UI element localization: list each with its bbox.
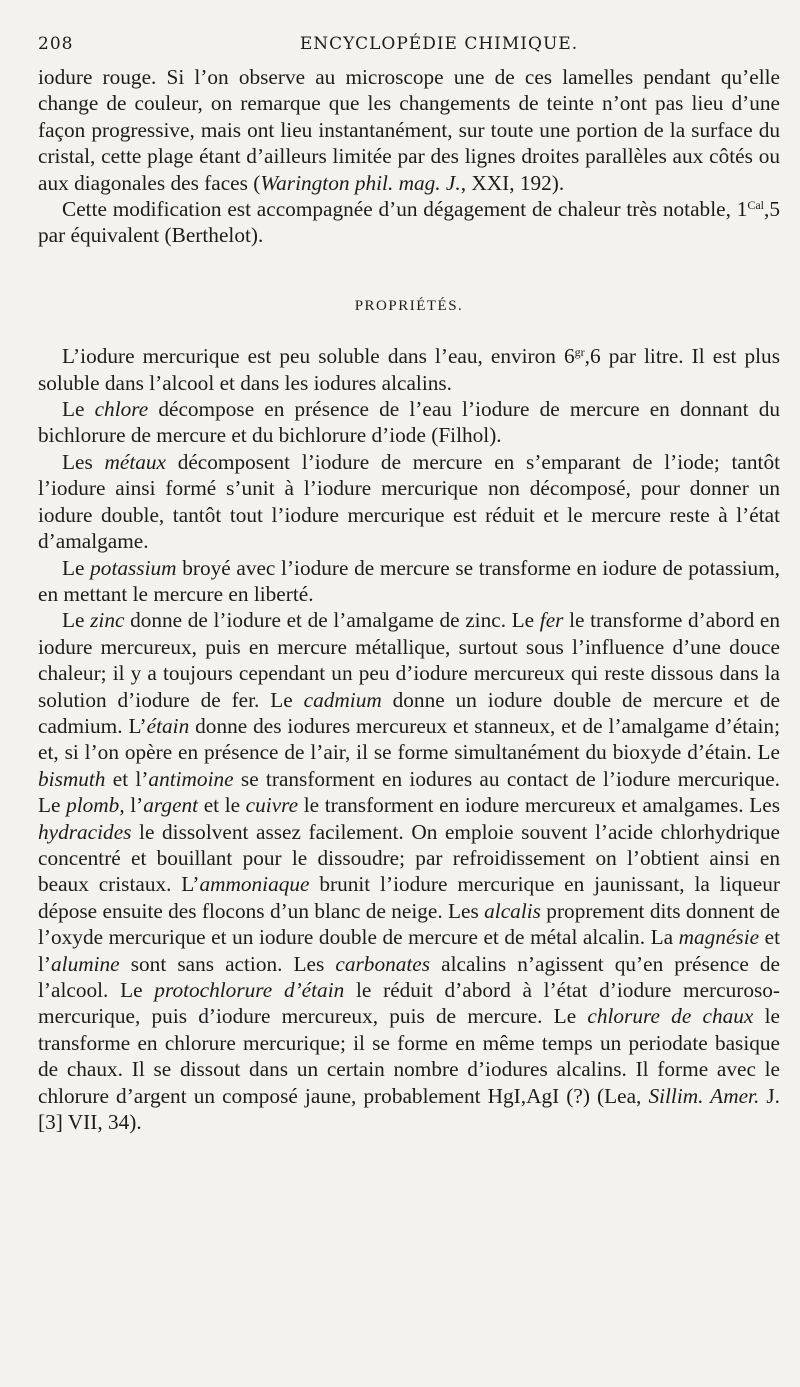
italic-term: Sillim. Amer. — [648, 1083, 760, 1108]
italic-term: argent — [143, 793, 199, 818]
text-run: alcalins n’agissent qu’en présence de l’alcool. Le — [38, 951, 780, 1002]
text-run: Les — [62, 449, 105, 474]
body-text — [38, 64, 780, 1135]
superscript: gr — [574, 345, 585, 360]
italic-term: protochlorure d’étain — [154, 978, 345, 1002]
superscript: Cal — [747, 198, 765, 213]
running-title: ENCYCLOPÉDIE CHIMIQUE. — [299, 34, 579, 54]
text-run: donne des iodures mercureux et stanneux, et de l’amalgame d’étain; et, si l’on opère en présence de l’air, il se forme simultanément du bioxyde d’étain. Le — [38, 713, 780, 765]
italic-term: carbonates — [335, 951, 431, 976]
italic-term: plomb — [66, 793, 120, 818]
italic-term: chlorure de chaux — [587, 1004, 754, 1029]
page-number: 208 — [38, 34, 74, 54]
italic-term: alcalis — [484, 898, 541, 923]
text-run: , XXI, 192). — [460, 170, 565, 195]
text-run: ,5 par équivalent (Berthelot). — [38, 197, 780, 248]
running-head — [38, 34, 780, 64]
paragraph-continued — [38, 64, 780, 196]
italic-term: fer — [539, 608, 564, 633]
text-run: Le — [62, 555, 91, 580]
text-run: J. [3] VII, 34). — [38, 1083, 780, 1135]
paragraph-solubility — [38, 343, 780, 396]
text-run: le réduit d’abord à l’état d’iodure mercuroso-mercurique, puis d’iodure mercureux, puis de mercure. Le — [38, 978, 780, 1029]
text-run: Le — [62, 608, 91, 633]
paragraph-metaux — [38, 449, 780, 555]
text-run: proprement dits donnent de l’oxyde mercurique et un iodure double de mercure et de métal alcalin. La — [38, 898, 780, 950]
text-run: et le — [198, 793, 246, 818]
italic-term: cadmium — [303, 687, 382, 712]
text-run: sont sans action. Les — [119, 951, 336, 976]
italic-term: bismuth — [38, 766, 106, 791]
text-run: le transforme d’abord en iodure mercureux, puis en mercure métallique, surtout sous l’influence d’une douce chaleur; il y a toujours cependant un peu d’iodure mercureux qui reste dissous dans la solution d’iodure de fer. Le — [38, 608, 780, 712]
section-heading: PROPRIÉTÉS. — [354, 297, 464, 314]
text-run: décompose en présence de l’eau l’iodure de mercure en donnant du bichlorure de mercure et du bichlorure d’iode (Filhol). — [38, 397, 780, 448]
text-run: Cette modification est accompagnée d’un dégagement de chaleur très notable, 1 — [62, 197, 748, 222]
citation-italic: Warington phil. mag. J. — [260, 170, 461, 195]
italic-term: cuivre — [245, 793, 299, 818]
italic-term: hydracides — [38, 819, 132, 844]
text-run: le dissolvent assez facilement. On emploie souvent l’acide chlorhydrique concentré et bouillant pour le dissoudre; par refroidissement on l’obtient ainsi en beaux cristaux. L’ — [38, 819, 780, 897]
text-run: décomposent l’iodure de mercure en s’emparant de l’iode; tantôt l’iodure ainsi formé s’unit à l’iodure mercurique non décomposé, pour donner un iodure double, tantôt tout l’iodure mercurique est réduit et le mercure reste à l’état d’amalgame. — [38, 449, 781, 554]
italic-term: chlore — [94, 397, 149, 422]
text-run: L’iodure mercurique est peu soluble dans l’eau, environ 6 — [62, 344, 575, 369]
text-run: donne un iodure double de mercure et de cadmium. L’ — [38, 687, 781, 738]
italic-term: potassium — [90, 555, 177, 580]
text-run: le transforment en iodure mercureux et amalgames. Les — [298, 793, 780, 818]
text-run: donne de l’iodure et de l’amalgame de zinc. Le — [124, 608, 540, 633]
paragraph-potassium — [38, 555, 780, 608]
text-run: et l’ — [105, 766, 149, 791]
paragraph-zinc-and-others — [38, 607, 780, 1135]
italic-term: magnésie — [678, 925, 760, 950]
paragraph-chlore — [38, 396, 780, 449]
text-run: et l’ — [38, 925, 780, 976]
text-run: Le — [62, 397, 95, 422]
italic-term: antimoine — [148, 766, 234, 791]
text-run: ,6 par litre. Il est plus soluble dans l’alcool et dans les iodures alcalins. — [38, 344, 780, 395]
italic-term: ammoniaque — [199, 872, 310, 897]
text-run: , l’ — [119, 793, 144, 818]
paragraph-heat-release — [38, 196, 780, 249]
italic-term: alumine — [51, 951, 120, 976]
italic-term: étain — [146, 713, 190, 738]
text-run: iodure rouge. Si l’on observe au microscope une de ces lamelles pendant qu’elle change de couleur, on remarque que les changements de teinte n’ont pas lieu d’une façon progressive, mais ont lieu instantanément, sur toute une portion de la surface du cristal, cette plage étant d’ailleurs limitée par des lignes droites parallèles aux côtés ou aux diagonales des faces ( — [38, 65, 780, 195]
italic-term: zinc — [90, 608, 125, 633]
text-run: se transforment en iodures au contact de l’iodure mercurique. Le — [38, 766, 780, 818]
italic-term: métaux — [104, 449, 166, 474]
text-run: le transforme en chlorure mercurique; il se forme en même temps un periodate basique de chaux. Il se dissout dans un certain nombre d’iodures alcalins. Il forme avec le chlorure d’argent un composé jaune, probablement HgI,AgI (?) (Lea, — [38, 1004, 781, 1108]
text-run: broyé avec l’iodure de mercure se transforme en iodure de potassium, en mettant le mercure en liberté. — [38, 555, 780, 606]
text-run: brunit l’iodure mercurique en jaunissant, la liqueur dépose ensuite des flocons d’un blanc de neige. Les — [38, 872, 781, 923]
